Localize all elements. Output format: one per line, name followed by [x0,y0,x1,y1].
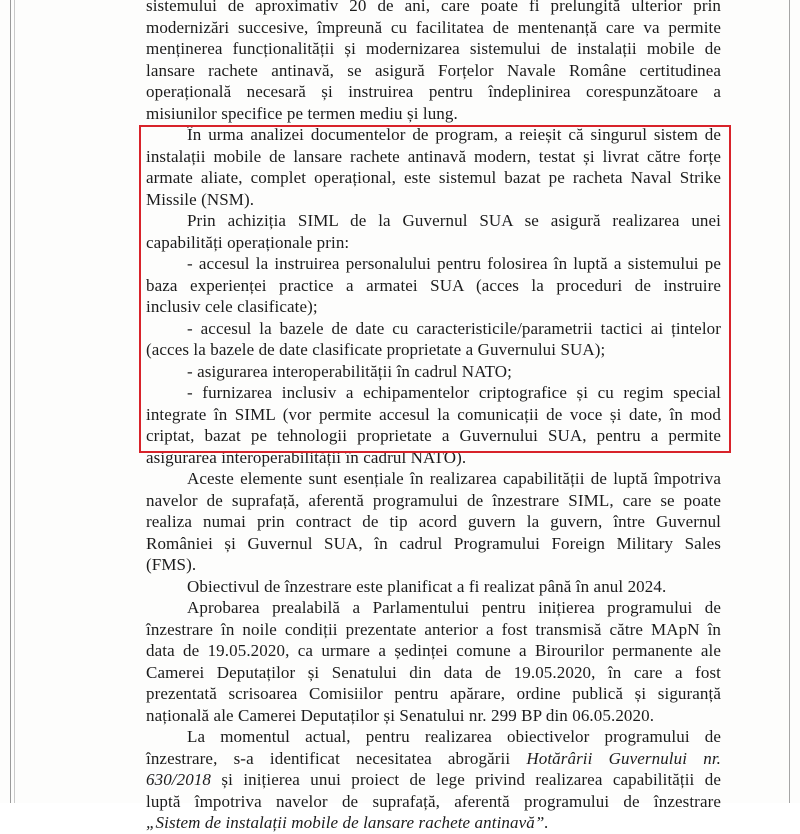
list-item-line: baza experienței practice a armatei SUA (acces la proceduri de instruire [146,275,721,295]
page-edge-outer [10,0,11,803]
paragraph-line: operațională necesară și instruirea pentru îndeplinirea corespunzătoare a [146,82,721,101]
paragraph-line: României și Guvernul SUA, în cadrul Programului Foreign Military Sales [146,533,721,553]
page-edge-inner [14,0,15,803]
paragraph-line: Camerei Deputaților și Senatului din data de 19.05.2020, în care a fost [146,662,721,682]
paragraph-line [146,769,721,791]
program-name: „Sistem de instalații mobile de lansare rachete antinavă”. [146,813,549,832]
paragraph-line: capabilități operaționale prin: [146,232,350,252]
paragraph-line [146,748,721,770]
list-item-line: criptat, bazat pe tehnologii proprietate a Guvernului SUA, pentru a permite [146,426,721,445]
list-item-line: asigurarea interoperabilității în cadrul NATO). [146,447,467,467]
page-edge-right [789,0,790,803]
paragraph-line: Aceste elemente sunt esențiale în realizarea capabilității de luptă împotriva [187,469,721,488]
paragraph-line: înzestrare în noile condiții prezentate anterior a fost transmisă către MApN în [146,619,721,639]
paragraph-line: navelor de suprafață, aferentă programului de înzestrare SIML, care se poate [146,490,721,510]
paragraph-line: luptă împotriva navelor de suprafață, aferentă programului de înzestrare [146,791,721,811]
decision-number: 630/2018 [146,770,212,789]
paragraph-line: sistemului de aproximativ 20 de ani, care poate fi prelungită ulterior prin [146,0,721,15]
paragraph-line: modernizări succesive, împreună cu facilitatea de mentenanță care va permite [146,17,721,37]
paragraph-line: armate aliate, complet operațional, este sistemul bazat pe racheta Naval Strike [146,168,721,187]
paragraph-line: data de 19.05.2020, ca urmare a ședinței comune a Birourilor permanente ale [146,641,721,660]
paragraph-line: Obiectivul de înzestrare este planificat a fi realizat până în anul 2024. [187,576,667,596]
paragraph-line: misiunilor specifice pe termen mediu și lung. [146,103,458,123]
paragraph-line: menținerea funcționalității și modernizarea sistemului de instalații mobile de [146,39,721,58]
list-item-line: integrate în SIML (vor permite accesul la comunicații de voce și date, în mod [146,404,721,424]
paragraph-line: La momentul actual, pentru realizarea obiectivelor programului de [187,727,721,746]
list-item-line: - asigurarea interoperabilității în cadrul NATO; [187,361,513,381]
paragraph-line: În urma analizei documentelor de program, a reieșit că singurul sistem de [187,125,721,144]
list-item-line: - furnizarea inclusiv a echipamentelor criptografice și cu regim special [187,383,721,402]
paragraph-line: lansare rachete antinavă, se asigură Forțelor Navale Române certitudinea [146,60,721,80]
paragraph-text: înzestrare, s-a identificat necesitatea abrogării [146,748,527,768]
paragraph-line: prezentată scrisoarea Comisiilor pentru apărare, ordine publică și siguranță [146,684,721,703]
paragraph-line: realiza numai prin contract de tip acord guvern la guvern, între Guvernul [146,512,721,531]
highlight-box [139,125,731,453]
paragraph-line: Missile (NSM). [146,189,255,209]
list-item-line: - accesul la instruirea personalului pentru folosirea în luptă a sistemului pe [187,254,721,273]
paragraph-line: (FMS). [146,555,197,574]
paragraph-line: Aprobarea prealabilă a Parlamentului pentru inițierea programului de [187,598,721,617]
paragraph-line: națională ale Camerei Deputaților și Senatului nr. 299 BP din 06.05.2020. [146,705,655,725]
paragraph-text: și inițierea unui proiect de lege privind realizarea capabilității de [211,770,721,789]
list-item-line: (acces la bazele de date clasificate proprietate a Guvernului SUA); [146,340,606,359]
paragraph-line: instalații mobile de lansare rachete antinavă modern, testat și livrat către forțe [146,146,721,166]
list-item-line: inclusiv cele clasificate); [146,297,318,316]
list-item-line: - accesul la bazele de date cu caracteristicile/parametrii tactici ai țintelor [187,318,721,338]
decision-reference: Hotărârii Guvernului nr. [526,748,721,768]
paragraph-line: Prin achiziția SIML de la Guvernul SUA se asigură realizarea unei [187,211,721,230]
